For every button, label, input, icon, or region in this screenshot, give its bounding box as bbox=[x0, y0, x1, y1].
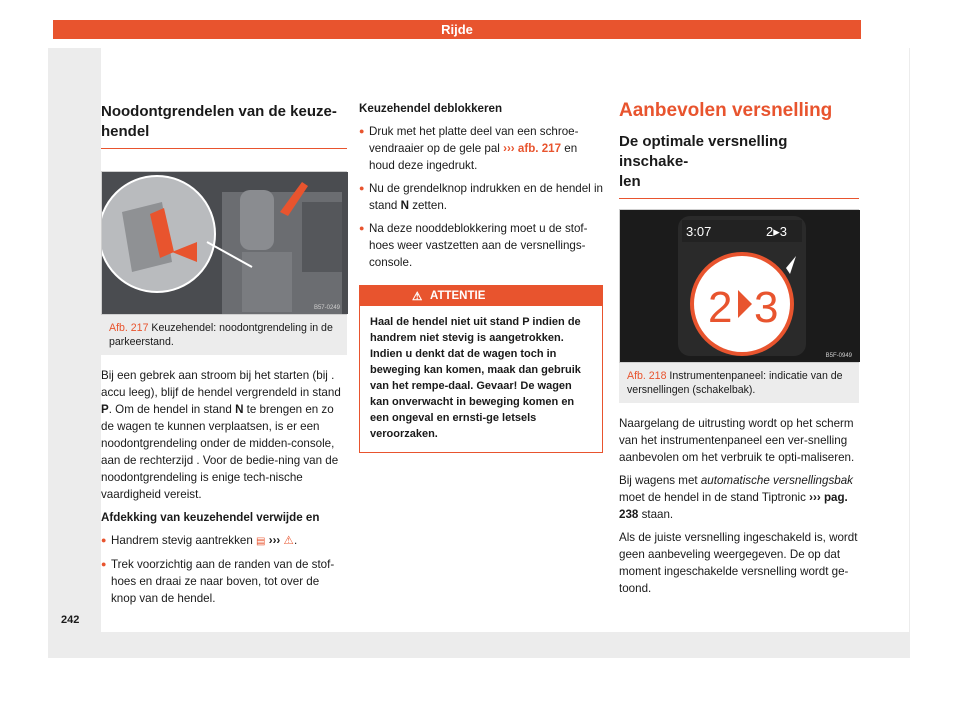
bullet-text-b: en houd deze ingedrukt. bbox=[369, 142, 578, 172]
text-c: staan. bbox=[638, 508, 674, 521]
clock-readout: 3:07 bbox=[686, 224, 712, 239]
figure-label: Afb. 218 bbox=[627, 370, 667, 382]
figure-reference[interactable]: ››› afb. 217 bbox=[503, 142, 562, 155]
chapter-title: Aanbevolen versnelling bbox=[619, 100, 833, 121]
body-paragraph-2 bbox=[619, 472, 859, 523]
section-header: Rijde bbox=[53, 20, 861, 39]
figure-label: Afb. 217 bbox=[109, 322, 149, 334]
figure-caption bbox=[101, 315, 347, 355]
reference-arrows: ››› bbox=[268, 534, 281, 547]
subtitle-line2: len bbox=[619, 173, 641, 190]
gear-n: N bbox=[400, 199, 409, 212]
shifter-illustration bbox=[102, 172, 348, 314]
warning-triangle-icon: ⚠ bbox=[412, 291, 423, 303]
section-title bbox=[101, 102, 347, 149]
bullet-lock-button bbox=[359, 180, 603, 214]
figure-caption-text: Keuzehendel: noodontgrendeling in de parkeerstand. bbox=[109, 322, 333, 348]
body-text-c: te brengen en zo de wagen te kunnen verplaatsen, is er een noodontgrendeling onder de midden-console, aan de rechterzijd . Voor de bedie-ning van de noodontgrendeling is enige tech-nische vaardigheid vereist. bbox=[101, 403, 339, 501]
subheading-cover: Afdekking van keuzehendel verwijde en bbox=[101, 511, 320, 524]
instrument-panel-illustration bbox=[620, 210, 860, 362]
gear-hint-small: 2▸3 bbox=[766, 224, 787, 239]
figure-code: B5F-0949 bbox=[825, 353, 852, 359]
gear-to: 3 bbox=[754, 283, 779, 332]
body-paragraph bbox=[101, 367, 347, 503]
body-gear-n: N bbox=[235, 403, 244, 416]
subheading-unlock: Keuzehendel deblokkeren bbox=[359, 102, 503, 115]
bullet-text-a: Druk met het platte deel van een schroe-vendraaier op de gele pal bbox=[369, 125, 579, 155]
page-number: 242 bbox=[61, 614, 80, 626]
text-emphasis: automatische versnellingsbak bbox=[700, 474, 853, 487]
section-title-line1: Noodontgrendelen van de keuze- bbox=[101, 103, 337, 120]
figure-218 bbox=[619, 209, 859, 363]
text-b: moet de hendel in de stand Tiptronic bbox=[619, 491, 810, 504]
warning-header bbox=[360, 286, 602, 306]
info-book-icon: ▤ bbox=[256, 536, 266, 547]
figure-caption bbox=[619, 363, 859, 403]
body-paragraph-3: Als de juiste versnelling ingeschakeld is, wordt geen aanbeveling weergegeven. De op dat moment ingeschakelde versnelling wordt ge-toond. bbox=[619, 531, 858, 595]
body-text-a: Bij een gebrek aan stroom bij het starten (bij . accu leeg), blijf de hendel vergrendeld in stand bbox=[101, 369, 341, 399]
figure-code: B57-0249 bbox=[313, 305, 340, 311]
gear-from: 2 bbox=[708, 283, 733, 332]
column-right bbox=[619, 98, 859, 603]
bullet-cover: ● Trek voorzichtig aan de randen van de stof-hoes en draai ze naar boven, tot over de knop van de hendel. bbox=[101, 556, 347, 607]
bullet-refit-cover: ● Na deze nooddeblokkering moet u de stof-hoes weer vastzetten aan de versnellings-console. bbox=[359, 220, 603, 271]
bullet-handbrake: ● Handrem stevig aantrekken ▤ ››› ⚠. bbox=[101, 532, 347, 550]
warning-title: ATTENTIE bbox=[430, 290, 486, 302]
subtitle-line1: De optimale versnelling inschake- bbox=[619, 133, 788, 170]
figure-caption-text: Instrumentenpaneel: indicatie van de versnellingen (schakelbak). bbox=[627, 370, 843, 396]
section-subtitle bbox=[619, 132, 859, 199]
body-paragraph-1: Naargelang de uitrusting wordt op het scherm van het instrumentenpaneel een ver-snelling aanbevolen om het verbruik te opti-maliseren. bbox=[619, 417, 855, 464]
body-text-b: . Om de hendel in stand bbox=[108, 403, 236, 416]
text-a: Bij wagens met bbox=[619, 474, 701, 487]
section-title-line2: hendel bbox=[101, 123, 150, 140]
bullet-text: Handrem stevig aantrekken bbox=[111, 534, 253, 547]
bullet-text-b: zetten. bbox=[408, 199, 447, 212]
warning-text: Haal de hendel niet uit stand P indien de handrem niet stevig is aangetrokken. Indien u denkt dat de wagen toch in beweging kan komen, maak dan gebruik van het rempe-daal. Gevaar! De wagen kan onverwacht in beweging komen en een ongeval en ernsti-ge letsels veroorzaken. bbox=[370, 316, 581, 440]
figure-217 bbox=[101, 171, 347, 315]
warning-box bbox=[359, 285, 603, 453]
column-middle bbox=[359, 98, 603, 453]
warning-triangle-icon: ⚠ bbox=[283, 534, 294, 547]
bullet-screwdriver bbox=[359, 123, 603, 174]
bullet-text-a: Nu de grendelknop indrukken en de hendel in stand bbox=[369, 182, 603, 212]
column-left bbox=[101, 98, 347, 613]
page-reference[interactable]: ››› pag. 238 bbox=[619, 491, 848, 521]
body-gear-p: P bbox=[101, 403, 109, 416]
